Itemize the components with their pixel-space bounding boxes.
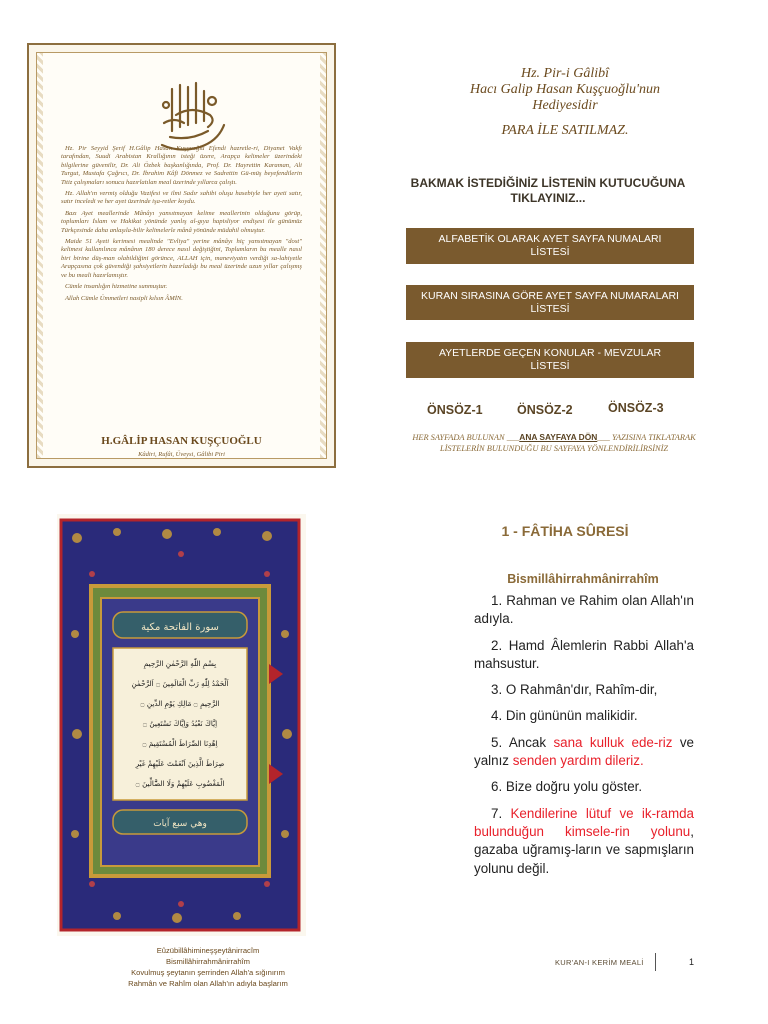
verse-2: 2. Hamd Âlemlerin Rabbi Allah'a mahsustur. xyxy=(474,637,694,671)
gift-line: Hz. Pir-i Gâlibî xyxy=(521,66,609,81)
gift-line: Hediyesidir xyxy=(532,98,598,113)
nav-note-text: LİSTELERİN BULUNDUĞU BU SAYFAYA YÖNLENDİRİLİRSİNİZ xyxy=(439,444,669,453)
verse-3: 3. O Rahmân'dır, Rahîm-dir, xyxy=(491,682,658,698)
verse-highlight: Kendilerine lütuf ve ik-ramda bulunduğun kimsele-rin yolunu xyxy=(474,805,695,839)
verse-count-arabic: وهي سبع آيات xyxy=(153,819,207,829)
intro-text xyxy=(61,145,302,306)
caption-line: Bismillâhirrahmânirrahîm xyxy=(166,957,250,966)
intro-paragraph: Hz. Pir Seyyid Şerif H.Gâlip Hasan Kuşçuoğlu Efendi hazretle-ri, Diyanet Vakfı tarafından, Suudi Arabistan Krallığının isteği üzere, Arapça kelimeler üzerindeki bilgilerine güvenilir, Dr. Ali Özbek başkanlığında, Prof. Dr. Hayrettin Karaman, Ali Turgut, Mustafa Çağrıcı, Dr. İbrahim Kâfi Dönmez ve Sadrettin Gü-müş beyefendilerin Titiz çalışmaları sonucu hazırlatılan meal üzerinde yıllarca çalıştı. xyxy=(61,145,302,186)
surah-heading-arabic: سورة الفاتحة مكية xyxy=(141,622,219,633)
footer-divider xyxy=(655,953,656,971)
intro-inner-frame xyxy=(36,52,327,459)
intro-paragraph: Cümle insanlığın hizmetine sunmuştur. xyxy=(65,283,168,291)
verse-highlight: sana kulluk ede-riz xyxy=(553,734,673,750)
arabic-verse-line: الرَّحِيمِ ۝ مَالِكِ يَوْمِ الدِّينِ ۝ xyxy=(140,699,220,708)
arabic-verse-line: اِهْدِنَا الصِّرَاطَ الْمُسْتَقِيمَ ۝ xyxy=(142,739,218,748)
quran-order-list-button[interactable]: KURAN SIRASINA GÖRE AYET SAYFA NUMARALARI LİSTESİ xyxy=(406,285,694,320)
intro-subtitle: Kâdiri, Rufâi, Üveysi, Gâlibi Piri xyxy=(138,451,225,458)
verse-list xyxy=(474,592,694,886)
preface-3-link[interactable]: ÖNSÖZ-3 xyxy=(608,401,664,415)
caption-line: Kovulmuş şeytanın şerrinden Allah'a sığınırım xyxy=(131,968,285,977)
pattern-border xyxy=(320,53,326,458)
arabic-verse-line: بِسْمِ اللّٰهِ الرَّحْمٰنِ الرَّحِيمِ xyxy=(143,659,217,668)
verse-7 xyxy=(474,805,694,878)
not-for-sale-notice: PARA İLE SATILMAZ. xyxy=(501,123,629,138)
alphabetical-list-button[interactable]: ALFABETİK OLARAK AYET SAYFA NUMALARI LİSTESİ xyxy=(406,228,694,264)
caption-line: Eûzübillâhimineşşeytânirracîm xyxy=(156,946,260,955)
verse-text: 5. Ancak xyxy=(491,734,554,750)
footer-title: KUR'AN-I KERİM MEALİ xyxy=(555,958,644,967)
arabic-verse-line: اَلْحَمْدُ لِلّٰهِ رَبِّ الْعَالَمِينَ ۝ اَلرَّحْمٰنِ xyxy=(131,679,229,688)
surah-title: 1 - FÂTİHA SÛRESİ xyxy=(501,523,629,539)
illuminated-fatiha-page xyxy=(57,514,306,936)
verse-text: , gazaba uğramış-ların ve sapmışların yolunu değil. xyxy=(474,823,694,876)
verse-text: 7. xyxy=(491,805,511,821)
click-instruction: BAKMAK İSTEDİĞİNİZ LİSTENİN KUTUCUĞUNA TIKLAYINIZ... xyxy=(410,176,686,205)
nav-note-text: HER SAYFADA BULUNAN ___ xyxy=(412,433,520,442)
arabic-verse-line: صِرَاطَ الَّذِينَ اَنْعَمْتَ عَلَيْهِمْ غَيْرِ xyxy=(135,759,225,768)
gift-line: Hacı Galip Hasan Kuşçuoğlu'nun xyxy=(469,82,661,97)
verse-text: ve yalnız xyxy=(474,734,694,769)
intro-paragraph: Maide 51 Ayeti kerimesi mealinde "Evliya" yerine mânâyı hiç yansıtmayan "dost" kelimesi kullanılınca mânânın 180 derece nasıl değiştiğini, Toplumların bu mealle nasıl biri birine düş-man olabildiğini görünce, ALLAH için, maneviyatın verdiği sa-lahiyetle Arapçasına çok güvendiği şahsiyetlerin hazırladığı bu meal üzerinde uzun yıllar çalışmış ve bu meali hazırlamıştır. xyxy=(61,238,302,279)
navigation-note xyxy=(358,432,750,454)
basmala-heading: Bismillâhirrahmânirrahîm xyxy=(507,572,659,586)
nav-note-text: ___ YAZISINA TIKLATARAK xyxy=(597,433,696,442)
verse-5 xyxy=(474,734,694,771)
caption-line: Rahmân ve Rahîm olan Allah'ın adıyla başlarım xyxy=(128,979,288,988)
home-link-label: ANA SAYFAYA DÖN xyxy=(519,432,598,442)
topics-list-button[interactable]: AYETLERDE GEÇEN KONULAR - MEVZULAR LİSTESİ xyxy=(406,342,694,378)
verse-6: 6. Bize doğru yolu göster. xyxy=(491,779,643,795)
intro-signature: H.GÂLİP HASAN KUŞÇUOĞLU xyxy=(101,435,262,447)
intro-paragraph: Bazı Ayet meallerinde Mânâyı yansıtmayan kelime meallerinin olduğunu görüp, toplumları İslam ve Hakikat yönünde yanlış al-gıya hapisliyor endişesi ile günümüz Türkçesinde daha anlaşıla-bilir kelimelerle mânâ yönünde müdahil olmuştur. xyxy=(61,209,302,234)
intro-paragraph: Hz. Allah'ın vermiş olduğu Vazifesi ve ilmi Sadır sahibi oluşu hasebiyle her ayeti satır, satır inceledi ve her ayet üzerinde işa-retler koydu. xyxy=(61,190,302,206)
intro-panel xyxy=(27,43,336,468)
preface-1-link[interactable]: ÖNSÖZ-1 xyxy=(427,403,483,417)
verse-1: 1. Rahman ve Rahim olan Allah'ın adıyla. xyxy=(474,593,694,627)
verse-highlight: senden yardım dileriz. xyxy=(512,753,644,769)
verse-4: 4. Din gününün malikidir. xyxy=(491,708,638,724)
page-number: 1 xyxy=(689,957,695,967)
preface-2-link[interactable]: ÖNSÖZ-2 xyxy=(517,403,573,417)
arabic-verse-line: الْمَغْضُوبِ عَلَيْهِمْ وَلَا الضَّٓالِّينَ ۝ xyxy=(135,779,225,788)
intro-paragraph: Allah Cümle Ümmetleri nasipli kılsın ÂMİN. xyxy=(65,294,183,302)
arabic-verse-line: اِيَّاكَ نَعْبُدُ وَاِيَّاكَ نَسْتَعِينُ ۝ xyxy=(142,719,218,728)
pattern-border xyxy=(37,53,43,458)
